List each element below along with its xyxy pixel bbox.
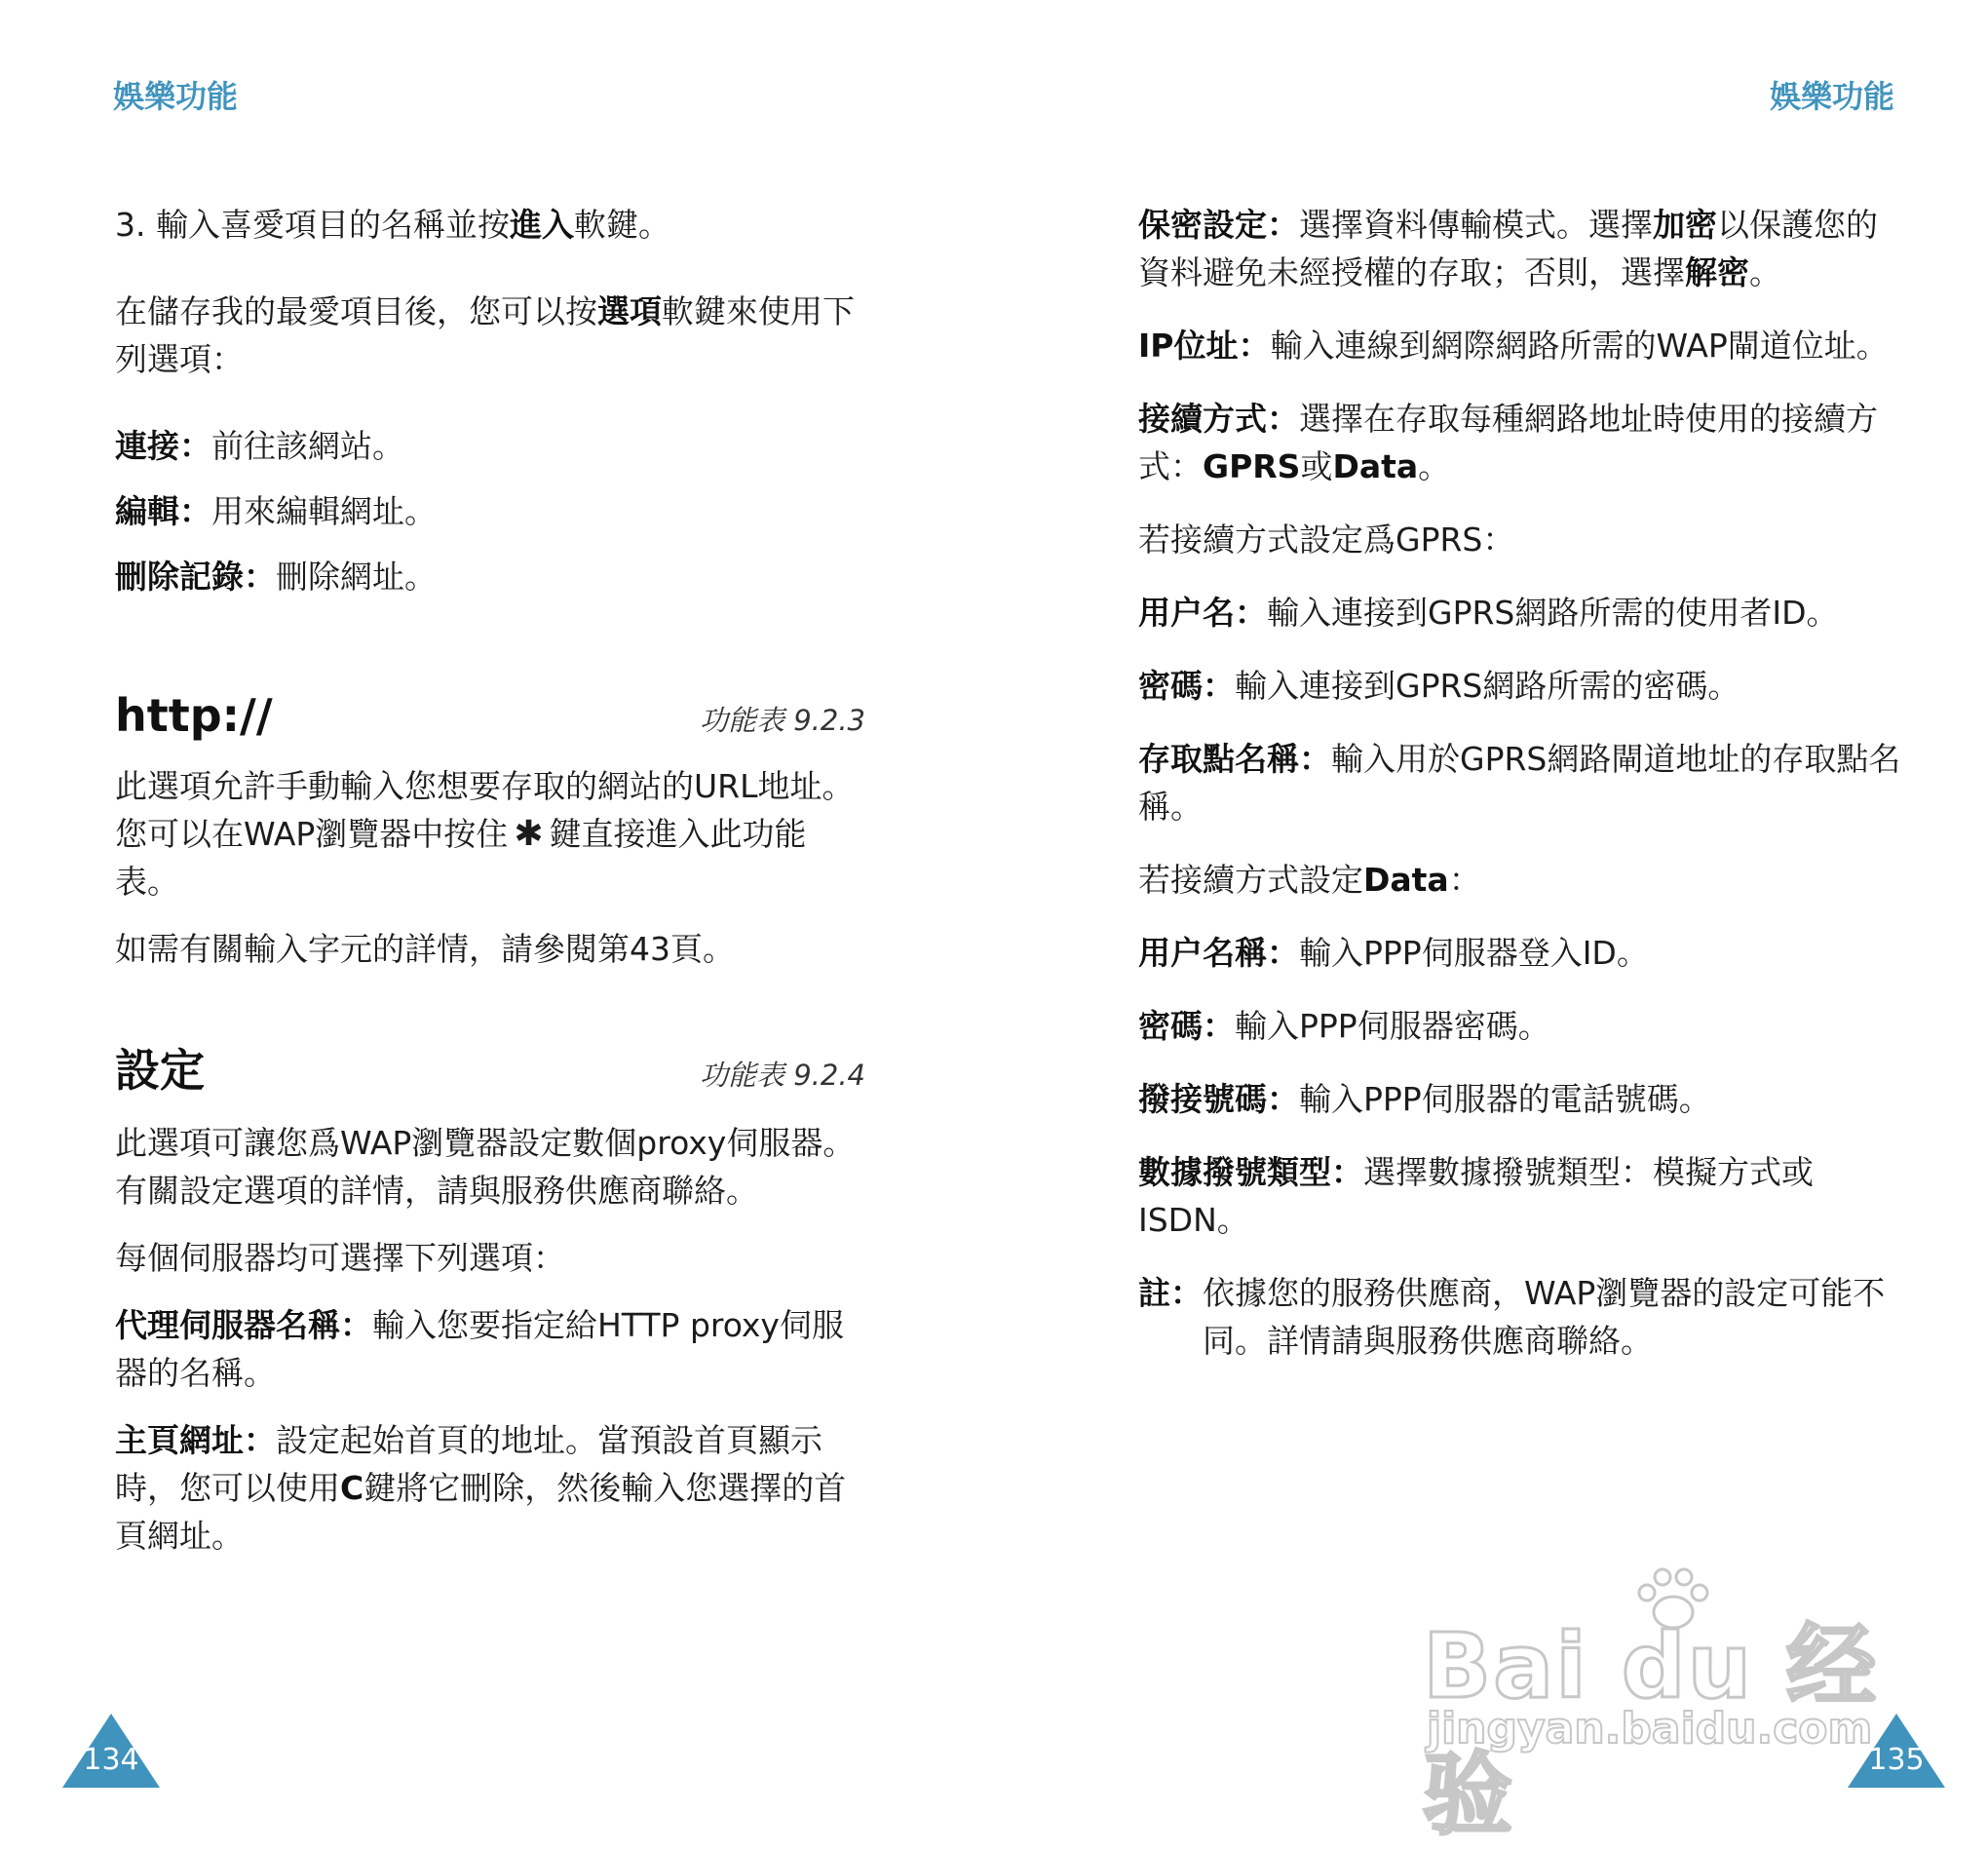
http-paragraph-1: 此選項允許手動輸入您想要存取的網站的URL地址。 您可以在WAP瀏覽器中按住 ✱ 鍵直接進入此功能表。 — [115, 767, 855, 901]
page-number-left: 134 — [83, 1743, 139, 1777]
option-edit: 編輯：用來編輯網址。 — [115, 492, 437, 530]
after-save-paragraph: 在儲存我的最愛項目後，您可以按選項軟鍵來使用下列選項： — [115, 292, 855, 378]
right-page-content — [1138, 201, 1908, 1365]
step-3: 3. 輸入喜愛項目的名稱並按進入軟鍵。 — [115, 206, 670, 244]
note — [1138, 1269, 1908, 1365]
data-option-password: 密碼：輸入PPP伺服器密碼。 — [1138, 1007, 1550, 1045]
gprs-option-password: 密碼：輸入連接到GPRS網路所需的密碼。 — [1138, 667, 1740, 705]
data-option-dial-number: 撥接號碼：輸入PPP伺服器的電話號碼。 — [1138, 1080, 1711, 1118]
settings-section-title: 設定 — [115, 1044, 205, 1097]
option-proxy-name: 代理伺服器名稱：輸入您要指定給HTTP proxy伺服器的名稱。 — [115, 1306, 844, 1392]
option-connect: 連接：前往該網站。 — [115, 427, 404, 465]
watermark-brand: Bai du 经验 — [1423, 1614, 1879, 1847]
data-option-dial-type: 數據撥號類型：選擇數據撥號類型：模擬方式或ISDN。 — [1138, 1153, 1814, 1239]
gprs-option-username: 用户名：輸入連接到GPRS網路所需的使用者ID。 — [1138, 594, 1839, 632]
option-ip-address: IP位址：輸入連線到網際網路所需的WAP閘道位址。 — [1138, 327, 1889, 365]
gprs-option-apn: 存取點名稱：輸入用於GPRS網路閘道地址的存取點名稱。 — [1138, 740, 1901, 826]
option-delete: 刪除記錄：刪除網址。 — [115, 558, 437, 596]
watermark-url: jingyan.baidu.com — [1427, 1704, 1873, 1754]
option-bearer: 接續方式：選擇在存取每種網路地址時使用的接續方式：GPRS或Data。 — [1138, 400, 1878, 485]
baidu-jingyan-watermark — [1423, 1595, 1891, 1847]
if-gprs-heading: 若接續方式設定爲GPRS： — [1138, 521, 1515, 559]
data-option-username: 用户名稱：輸入PPP伺服器登入ID。 — [1138, 934, 1649, 972]
left-page — [0, 0, 994, 1821]
page-number-right: 135 — [1868, 1743, 1925, 1777]
note-label: 註： — [1138, 1274, 1203, 1312]
page-number-tab-left — [62, 1714, 160, 1788]
http-section-head — [115, 688, 865, 743]
settings-section-head — [115, 1043, 865, 1098]
settings-paragraph-1: 此選項可讓您爲WAP瀏覽器設定數個proxy伺服器。有關設定選項的詳情，請與服務供應商聯絡。 — [115, 1124, 856, 1210]
settings-section-menu-ref: 功能表 9.2.4 — [699, 1059, 865, 1092]
if-data-heading: 若接續方式設定Data： — [1138, 861, 1481, 899]
http-section-title: http:// — [115, 689, 273, 742]
star-key-icon: ✱ — [514, 814, 544, 854]
running-head-left: 娛樂功能 — [113, 78, 239, 115]
option-home-url: 主頁網址：設定起始首頁的地址。當預設首頁顯示時，您可以使用C鍵將它刪除，然後輸入您選擇的首頁網址。 — [115, 1421, 847, 1555]
option-security: 保密設定：選擇資料傳輸模式。選擇加密以保護您的資料避免未經授權的存取；否則，選擇解密。 — [1138, 206, 1878, 291]
left-page-content — [115, 201, 865, 1560]
http-section-menu-ref: 功能表 9.2.3 — [699, 704, 865, 737]
note-text: 依據您的服務供應商，WAP瀏覽器的設定可能不同。詳情請與服務供應商聯絡。 — [1203, 1274, 1886, 1360]
running-head-right: 娛樂功能 — [1769, 78, 1894, 115]
settings-paragraph-2: 每個伺服器均可選擇下列選項： — [115, 1239, 565, 1277]
right-page — [994, 0, 1988, 1821]
http-paragraph-2: 如需有關輸入字元的詳情，請參閱第43頁。 — [115, 930, 735, 968]
